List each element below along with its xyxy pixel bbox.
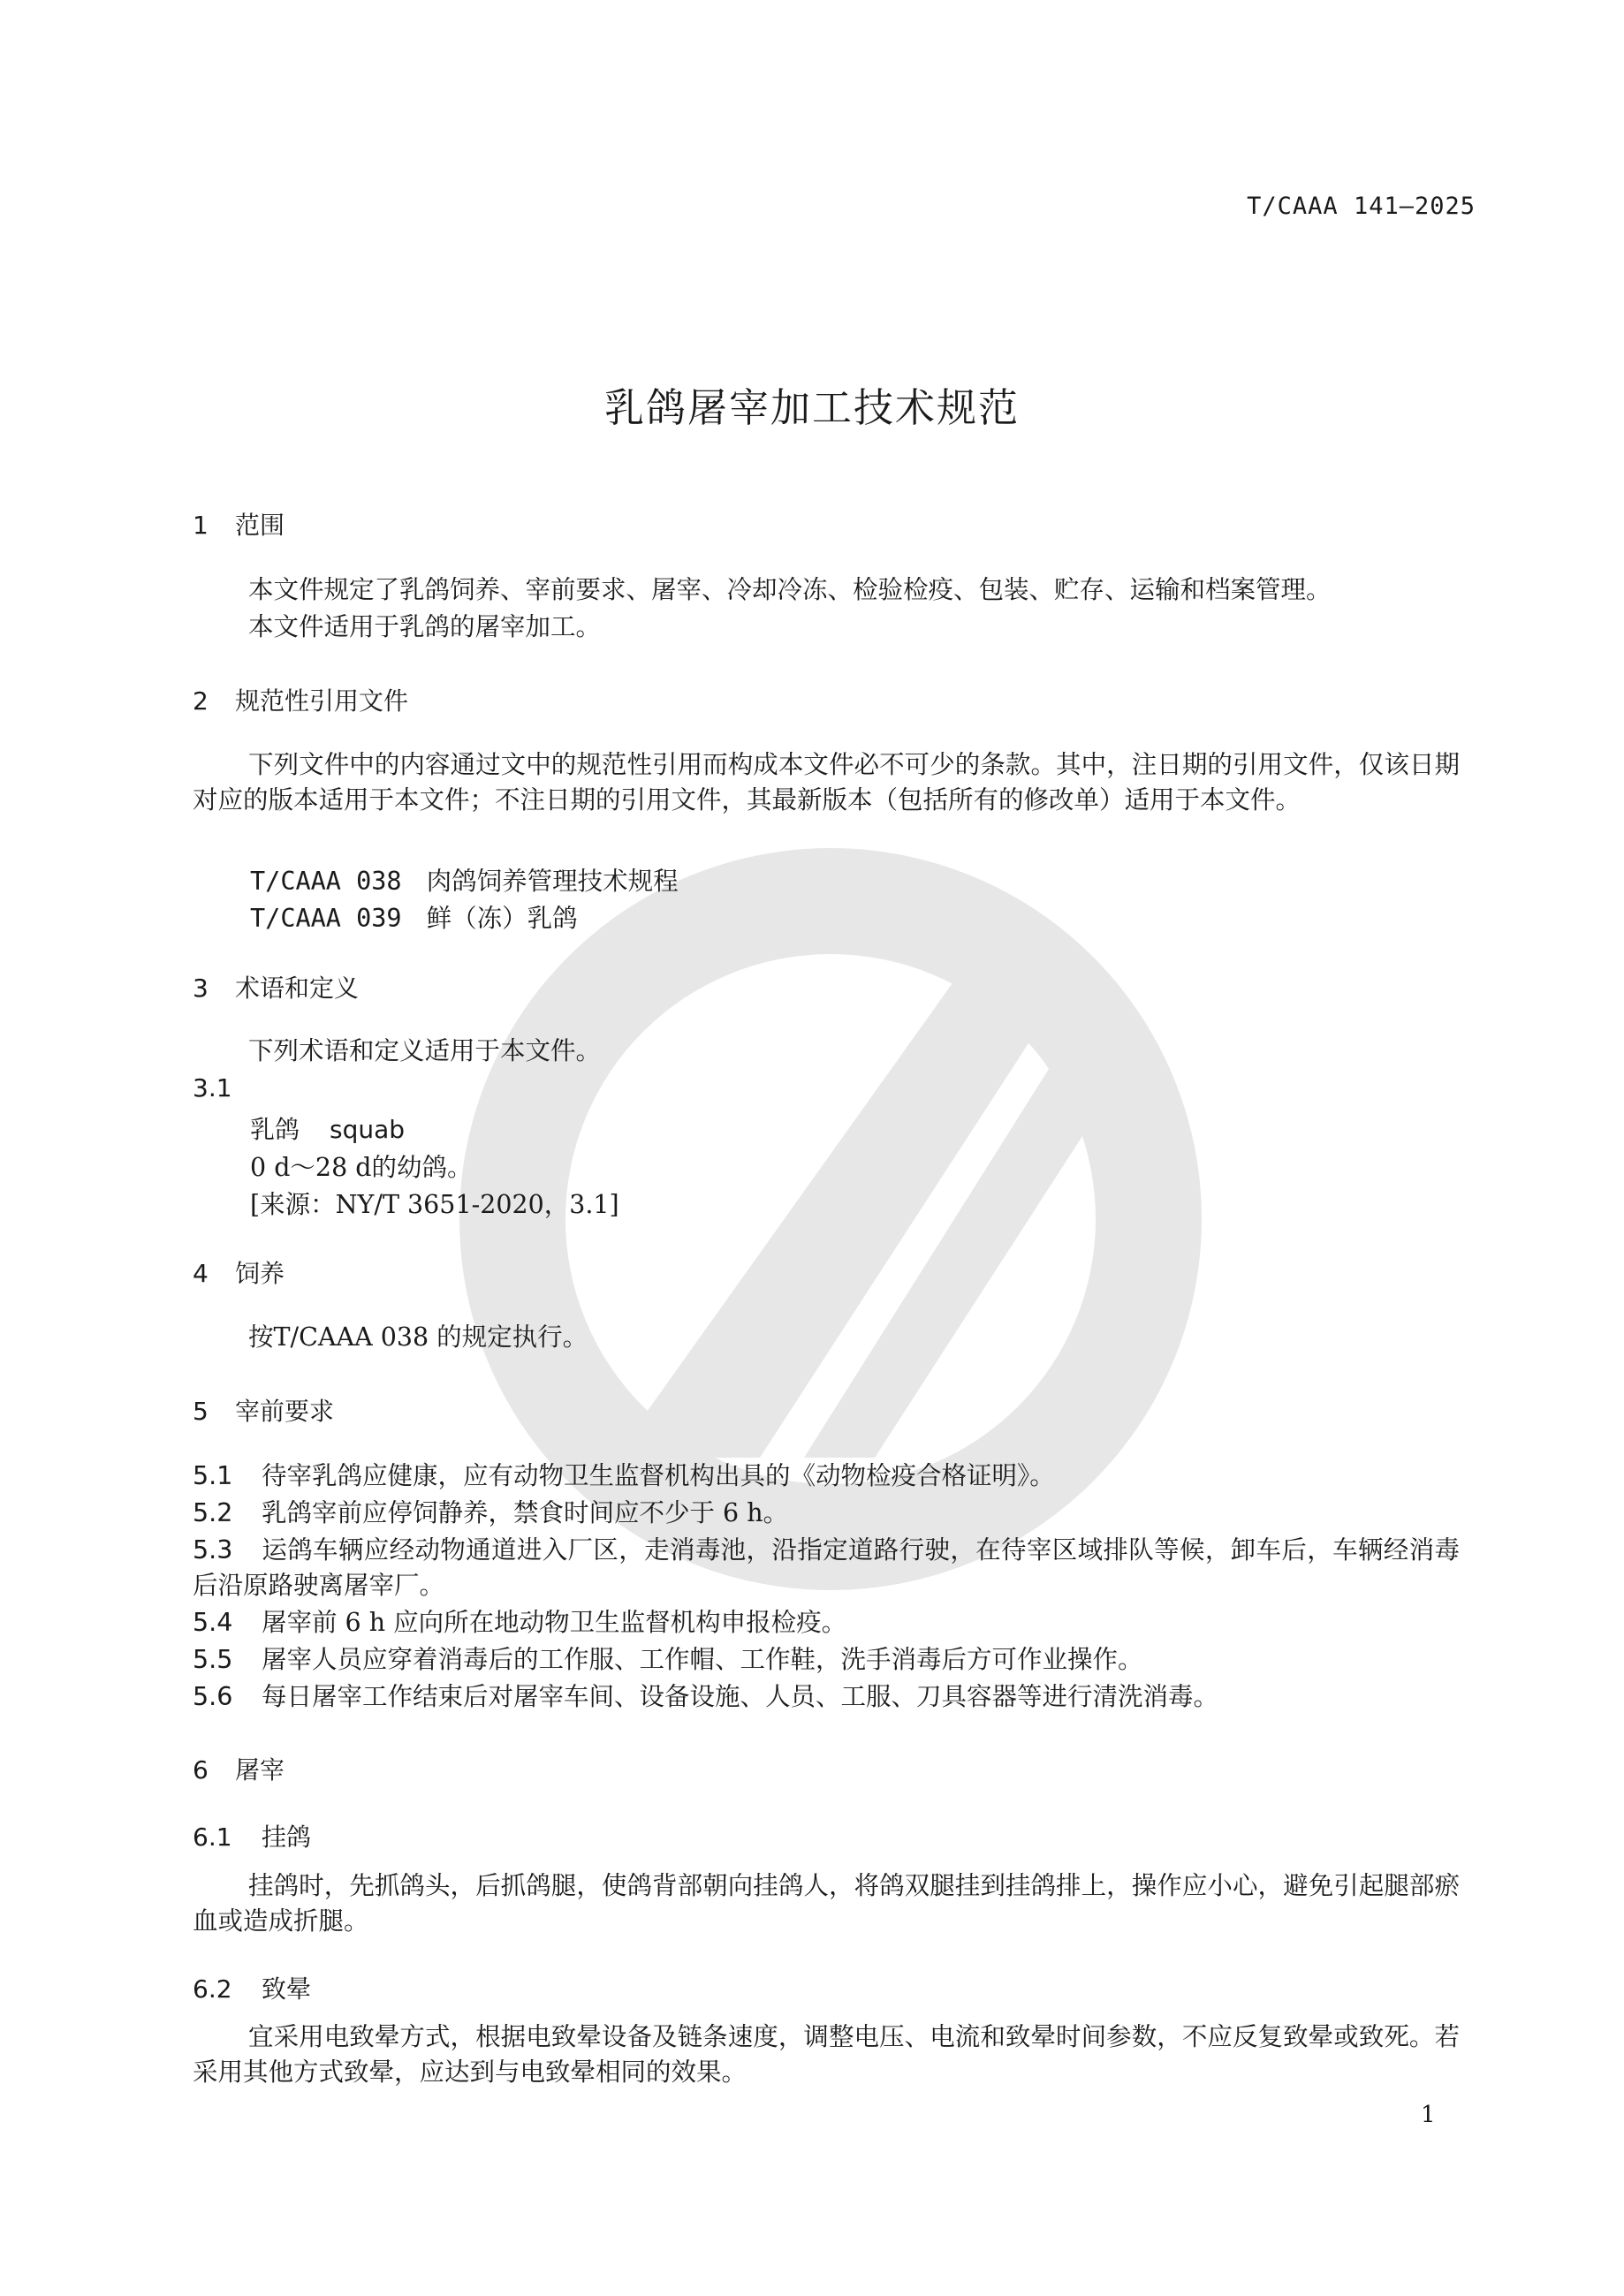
section-title: 规范性引用文件 [235,686,409,716]
clause [193,1533,1460,1603]
clause [193,1459,1055,1494]
clause-number: 5.3 [193,1535,233,1565]
clause-text: 每日屠宰工作结束后对屠宰车间、设备设施、人员、工服、刀具容器等进行清洗消毒。 [262,1682,1219,1711]
section-6-heading [193,1751,285,1786]
clause-text: 屠宰前 6 h 应向所在地动物卫生监督机构申报检疫。 [262,1608,847,1637]
term-entry [250,1110,405,1146]
clause-text: 运鸽车辆应经动物通道进入厂区，走消毒池，沿指定道路行驶，在待宰区域排队等候，卸车后，车辆经消毒后沿原路驶离屠宰厂。 [193,1535,1460,1600]
section-1-heading [193,506,285,542]
reference-item [250,898,578,935]
term-source: [来源：NY/T 3651-2020，3.1] [250,1190,619,1219]
clause [193,1642,1143,1678]
term-chinese: 乳鸽 [250,1115,300,1144]
clause-number: 5.6 [193,1682,233,1711]
clause-text: 待宰乳鸽应健康，应有动物卫生监督机构出具的《动物检疫合格证明》。 [262,1461,1055,1490]
paragraph: 本文件规定了乳鸽饲养、宰前要求、屠宰、冷却冷冻、检验检疫、包装、贮存、运输和档案管理。 [248,575,1332,604]
paragraph: 按T/CAAA 038 的规定执行。 [248,1322,588,1352]
section-number: 6 [193,1755,209,1785]
clause-text: 屠宰人员应穿着消毒后的工作服、工作帽、工作鞋，洗手消毒后方可作业操作。 [262,1645,1143,1674]
subsection-number: 6.2 [193,1974,232,2004]
subsection-number: 6.1 [193,1822,232,1852]
reference-code: T/CAAA 039 [250,904,402,933]
paragraph: 下列文件中的内容通过文中的规范性引用而构成本文件必不可少的条款。其中，注日期的引用文件，仅该日期对应的版本适用于本文件；不注日期的引用文件，其最新版本（包括所有的修改单）适用于本文件。 [193,750,1460,815]
section-title: 宰前要求 [235,1397,335,1426]
reference-code: T/CAAA 038 [250,867,402,896]
term-number: 3.1 [193,1073,232,1103]
section-title: 饲养 [235,1259,285,1288]
section-title: 术语和定义 [235,974,360,1003]
clause-number: 5.4 [193,1608,233,1637]
term-definition: 0 d～28 d的幼鸽。 [250,1153,473,1182]
reference-name: 鲜（冻）乳鸽 [426,904,578,933]
page-number: 1 [1421,2102,1436,2128]
section-number: 3 [193,974,209,1003]
standard-number: T/CAAA 141—2025 [1247,193,1476,220]
subsection-title: 挂鸽 [262,1822,312,1852]
section-4-heading [193,1254,285,1290]
section-title: 屠宰 [235,1755,285,1785]
section-3-heading [193,969,359,1004]
section-5-heading [193,1392,334,1428]
clause [193,1605,846,1641]
clause [193,1496,788,1531]
clause-text: 乳鸽宰前应停饲静养，禁食时间应不少于 6 h。 [262,1498,789,1527]
document-title: 乳鸽屠宰加工技术规范 [603,384,1020,431]
section-2-heading [193,682,408,717]
subsection-6-1-heading [193,1818,311,1853]
clause-number: 5.1 [193,1461,233,1490]
section-number: 4 [193,1259,209,1288]
subsection-title: 致晕 [262,1974,312,2004]
paragraph: 本文件适用于乳鸽的屠宰加工。 [248,612,602,641]
term-english: squab [330,1115,406,1144]
subsection-6-2-heading [193,1970,311,2005]
clause-number: 5.5 [193,1645,233,1674]
clause-number: 5.2 [193,1498,233,1527]
section-number: 1 [193,511,209,540]
section-number: 5 [193,1397,209,1426]
paragraph: 宜采用电致晕方式，根据电致晕设备及链条速度，调整电压、电流和致晕时间参数，不应反复致晕或致死。若采用其他方式致晕，应达到与电致晕相同的效果。 [193,2022,1460,2087]
reference-name: 肉鸽饲养管理技术规程 [426,867,679,896]
section-number: 2 [193,686,209,716]
paragraph: 下列术语和定义适用于本文件。 [248,1036,602,1065]
reference-item [250,861,679,898]
paragraph: 挂鸽时，先抓鸽头，后抓鸽腿，使鸽背部朝向挂鸽人，将鸽双腿挂到挂鸽排上，操作应小心，避免引起腿部瘀血或造成折腿。 [193,1871,1460,1936]
section-title: 范围 [235,511,285,540]
clause [193,1679,1218,1715]
